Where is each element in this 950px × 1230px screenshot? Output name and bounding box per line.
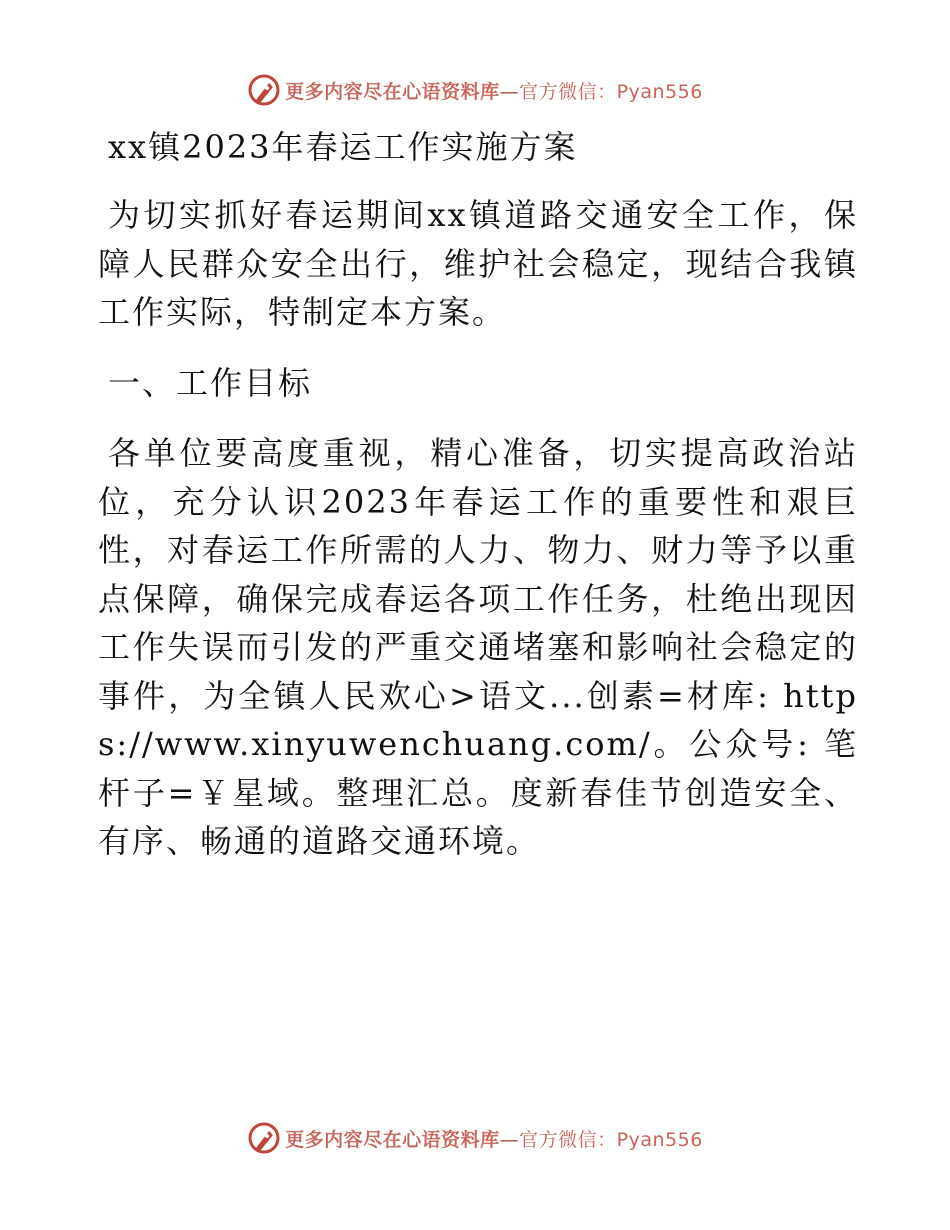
- intro-paragraph: 为切实抓好春运期间xx镇道路交通安全工作，保障人民群众安全出行，维护社会稳定，现结合我镇工作实际，特制定本方案。: [98, 196, 858, 331]
- header-watermark: [0, 70, 950, 110]
- document-title: xx镇2023年春运工作实施方案: [108, 128, 578, 166]
- body-paragraph: 各单位要高度重视，精心准备，切实提高政治站位，充分认识2023年春运工作的重要性和艰巨性，对春运工作所需的人力、物力、财力等予以重点保障，确保完成春运各项工作任务，杜绝出现因工作失误而引发的严重交通堵塞和影响社会稳定的事件，为全镇人民欢心>语文...创素=材库: https://www.xinyuwenchuang.com/。公众号: 笔杆子=￥星域。整理汇总。度新春佳节创造安全、有序、畅通的道路交通环境。: [98, 434, 858, 860]
- pen-nib-logo-icon: [247, 73, 281, 107]
- document-body: [98, 125, 858, 866]
- pen-nib-logo-icon: [247, 1121, 281, 1155]
- watermark-text: 更多内容尽在心语资料库—官方微信：Pyan556: [285, 1128, 703, 1151]
- footer-watermark: [0, 1118, 950, 1158]
- watermark-text: 更多内容尽在心语资料库—官方微信：Pyan556: [285, 80, 703, 103]
- section-heading: 一、工作目标: [108, 363, 313, 402]
